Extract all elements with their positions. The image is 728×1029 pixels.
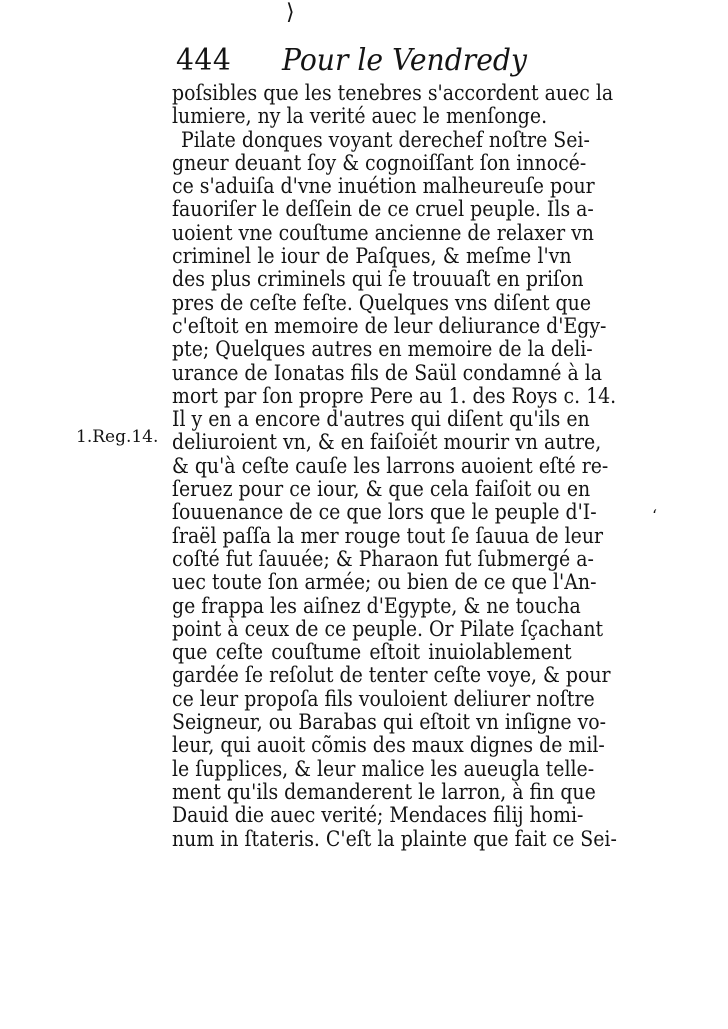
text-line: ment qu'ils demanderent le larron, à fin que <box>172 779 596 804</box>
text-line: leur, qui auoit cõmis des maux dignes de mil- <box>172 733 605 758</box>
text-line: ce s'aduiſa d'vne inuétion malheureuſe pour <box>172 174 595 199</box>
stray-ink-mark: ‘ <box>652 506 658 525</box>
text-line: gneur deuant ſoy & cognoiſſant ſon innocé- <box>172 150 587 175</box>
text-line: lumiere, ny la verité auec le menſonge. <box>172 104 548 129</box>
text-line: deliuroient vn, & en faiſoiét mourir vn autre, <box>172 430 602 455</box>
text-line: & qu'à ceſte cauſe les larrons auoient eſté re- <box>172 453 609 478</box>
text-line: ge frappa les aiſnez d'Egypte, & ne toucha <box>172 593 581 618</box>
text-line: urance de Ionatas fils de Saül condamné à la <box>172 360 603 385</box>
text-line: mort par ſon propre Pere au 1. des Roys c. 14. <box>172 383 617 408</box>
text-line: uec toute ſon armée; ou bien de ce que l'An- <box>172 570 597 595</box>
text-line: Seigneur, ou Barabas qui eſtoit vn inſigne vo- <box>172 710 607 735</box>
text-line: ce leur propoſa fils vouloient deliurer noſtre <box>172 686 595 711</box>
text-line: ſeruez pour ce iour, & que cela faiſoit ou en <box>172 477 591 502</box>
text-line: pte; Quelques autres en memoire de la deli- <box>172 337 593 362</box>
margin-note: 1.Reg.14. <box>76 427 159 447</box>
text-line: uoient vne couſtume ancienne de relaxer vn <box>172 220 594 245</box>
page-number: 444 <box>176 43 232 78</box>
text-line: le ſupplices, & leur malice les aueugla telle- <box>172 756 595 781</box>
text-line: poſsibles que les tenebres s'accordent auec la <box>172 81 614 105</box>
body-text <box>172 81 617 851</box>
text-line: criminel le iour de Paſques, & meſme l'vn <box>172 244 572 269</box>
text-line: ſraël paſſa la mer rouge tout ſe ſauua de leur <box>172 523 604 548</box>
text-line: Pilate donques voyant derechef noſtre Sei- <box>181 127 590 152</box>
text-line: pres de ceſte feſte. Quelques vns diſent que <box>172 290 592 315</box>
text-line: Il y en a encore d'autres qui diſent qu'ils en <box>172 407 590 432</box>
text-line: point à ceux de ce peuple. Or Pilate ſçachant <box>172 616 604 641</box>
text-line: que ceſte couſtume eſtoit inuiolablement <box>172 640 572 665</box>
text-line: des plus criminels qui ſe trouuaſt en priſon <box>172 267 584 292</box>
running-head: Pour le Vendredy <box>282 43 527 78</box>
text-line: coſté fut ſauuée; & Pharaon fut ſubmergé a- <box>172 546 594 571</box>
text-line: num in ſtateris. C'eſt la plainte que fait ce Sei- <box>172 826 617 851</box>
text-line: fauoriſer le deſſein de ce cruel peuple. Ils a- <box>172 197 594 222</box>
text-line: ſouuenance de ce que lors que le peuple d'I- <box>172 500 597 525</box>
text-line: c'eſtoit en memoire de leur deliurance d'Egy- <box>172 313 607 338</box>
text-line: gardée ſe reſolut de tenter ceſte voye, & pour <box>172 663 611 688</box>
text-line: Dauid die auec verité; Mendaces filij homi- <box>172 803 584 828</box>
top-stray-mark: ⟩ <box>286 0 295 25</box>
